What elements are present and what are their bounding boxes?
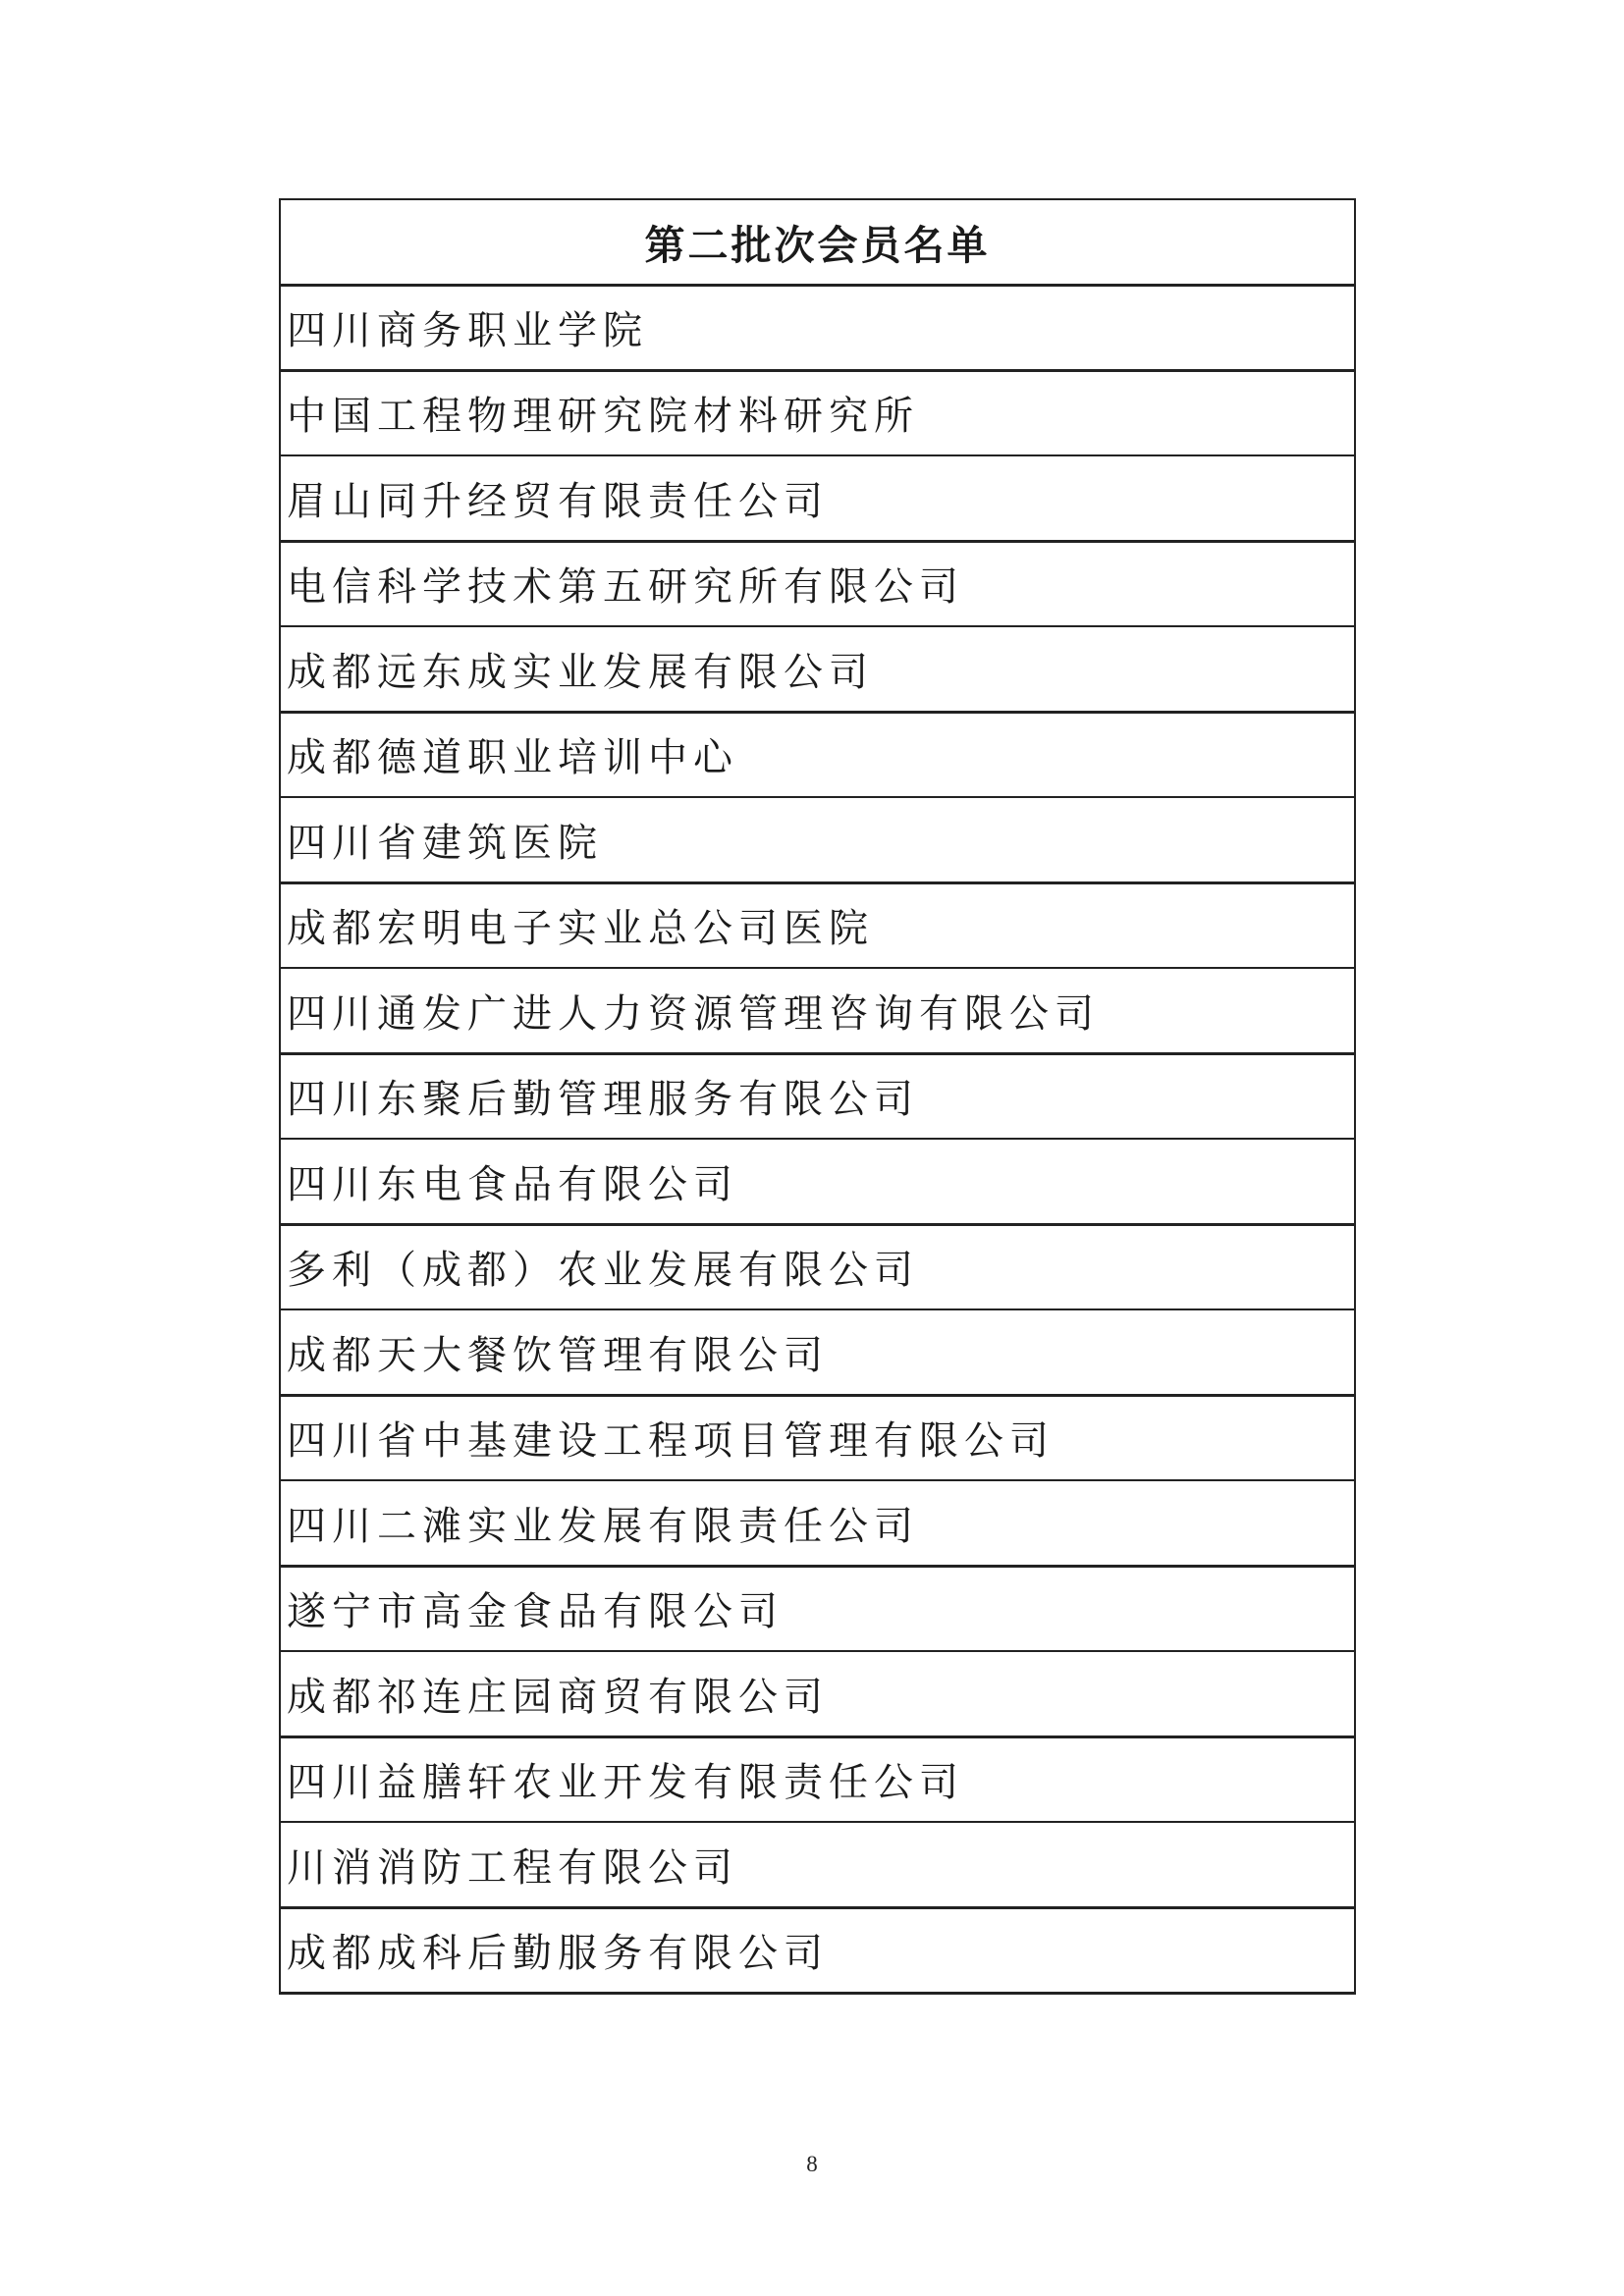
member-name: 成都祁连庄园商贸有限公司 [280,1651,1355,1736]
member-name: 中国工程物理研究院材料研究所 [280,370,1355,455]
member-name: 成都天大餐饮管理有限公司 [280,1309,1355,1395]
table-row [280,626,1355,712]
table-header-row [280,199,1355,285]
member-name: 四川省中基建设工程项目管理有限公司 [280,1395,1355,1480]
member-list-table [279,198,1356,1995]
table-row [280,1480,1355,1566]
table-row [280,1053,1355,1139]
member-name: 四川益膳轩农业开发有限责任公司 [280,1736,1355,1822]
table-row [280,1822,1355,1907]
member-name: 四川通发广进人力资源管理咨询有限公司 [280,968,1355,1053]
table-row [280,455,1355,541]
member-name: 四川东电食品有限公司 [280,1139,1355,1224]
member-name: 成都远东成实业发展有限公司 [280,626,1355,712]
member-name: 遂宁市高金食品有限公司 [280,1566,1355,1651]
table-row [280,968,1355,1053]
member-name: 四川省建筑医院 [280,797,1355,882]
table-row [280,1651,1355,1736]
table-row [280,1566,1355,1651]
table-row [280,712,1355,797]
table-row [280,1224,1355,1309]
member-name: 电信科学技术第五研究所有限公司 [280,541,1355,626]
member-name: 眉山同升经贸有限责任公司 [280,455,1355,541]
table-row [280,1736,1355,1822]
table-row [280,370,1355,455]
table-row [280,1139,1355,1224]
table-row [280,1309,1355,1395]
member-name: 四川东聚后勤管理服务有限公司 [280,1053,1355,1139]
member-name: 成都宏明电子实业总公司医院 [280,882,1355,968]
page-number: 8 [806,2152,818,2176]
member-name: 四川二滩实业发展有限责任公司 [280,1480,1355,1566]
member-name: 四川商务职业学院 [280,285,1355,370]
table-row [280,1395,1355,1480]
member-name: 成都德道职业培训中心 [280,712,1355,797]
member-name: 多利（成都）农业发展有限公司 [280,1224,1355,1309]
table-row [280,1907,1355,1993]
table-row [280,541,1355,626]
table-row [280,882,1355,968]
table-row [280,285,1355,370]
table-row [280,797,1355,882]
table-title: 第二批次会员名单 [280,199,1355,285]
member-name: 川消消防工程有限公司 [280,1822,1355,1907]
member-name: 成都成科后勤服务有限公司 [280,1907,1355,1993]
